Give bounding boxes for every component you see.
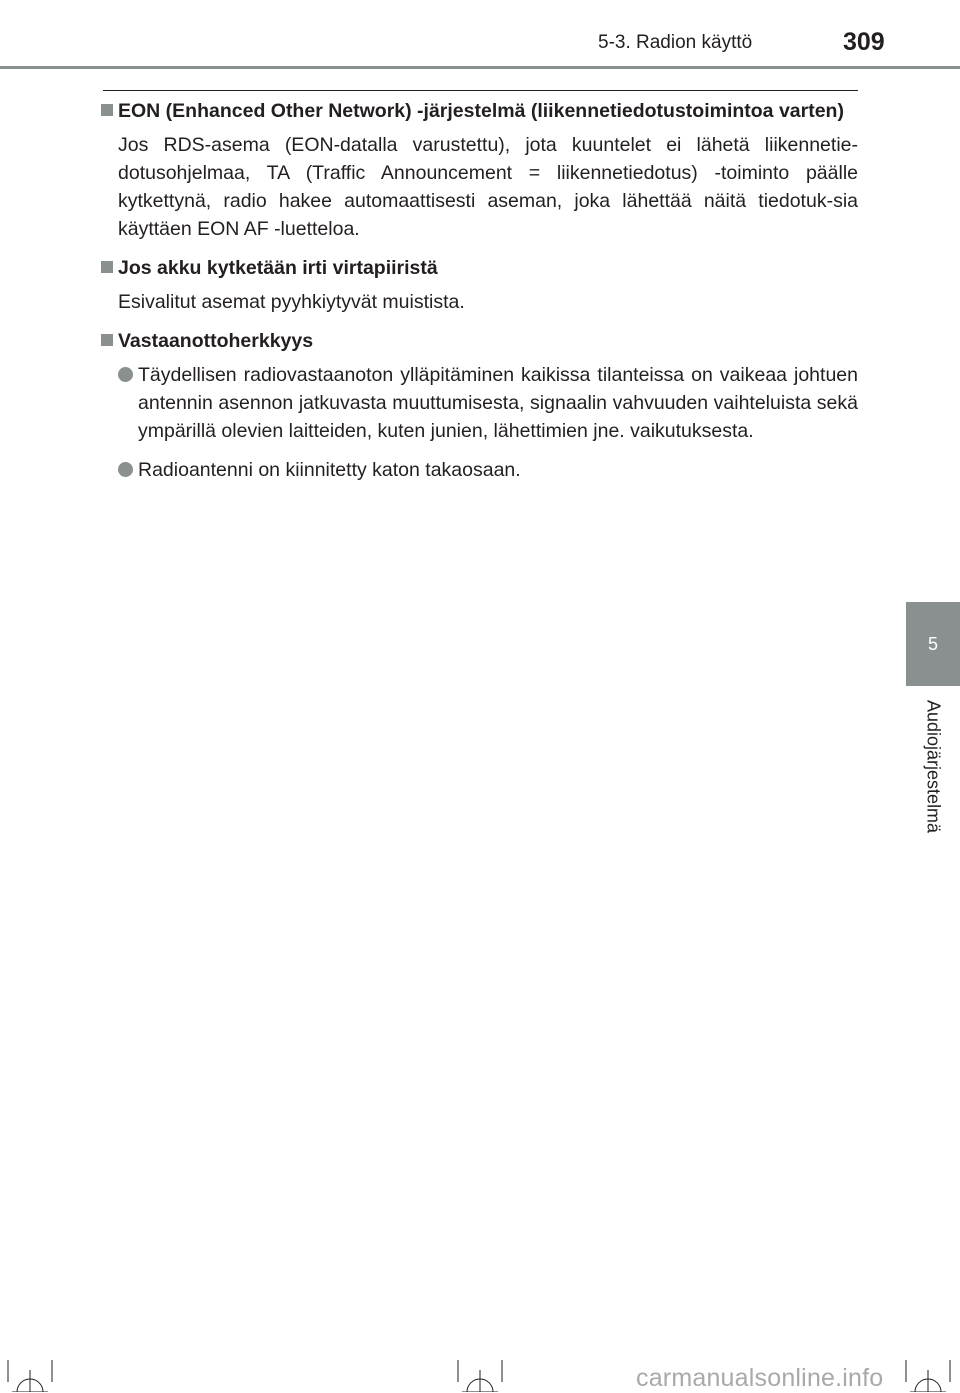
chapter-number: 5 xyxy=(927,633,938,654)
circle-bullet-icon xyxy=(118,462,133,477)
crop-mark-icon xyxy=(454,1360,506,1392)
section-heading-text: Jos akku kytketään irti virtapiiristä xyxy=(118,257,438,279)
page-content xyxy=(101,97,858,495)
page-number: 309 xyxy=(843,28,885,56)
section-text: Esivalitut asemat pyyhkiytyvät muistista. xyxy=(118,291,465,313)
watermark: carmanualsonline.info xyxy=(636,1364,884,1392)
square-bullet-icon xyxy=(101,261,113,273)
section-rule xyxy=(103,90,858,91)
header-rule xyxy=(0,66,960,69)
chapter-label: Audiojärjestelmä xyxy=(923,700,944,834)
section-eon xyxy=(101,97,858,243)
chapter-tab xyxy=(906,602,960,686)
bullet-item xyxy=(101,361,858,445)
section-heading xyxy=(101,254,858,282)
header-section-title: 5-3. Radion käyttö xyxy=(598,32,753,53)
bullet-text: Radioantenni on kiinnitetty katon takaosaan. xyxy=(138,459,521,481)
bullet-item xyxy=(101,456,858,484)
square-bullet-icon xyxy=(101,334,113,346)
section-battery xyxy=(101,254,858,316)
section-heading-text: Vastaanottoherkkyys xyxy=(118,330,314,352)
section-text: Jos RDS-asema (EON-datalla varustettu), jota kuuntelet ei lähetä liikennetie-dotusohjelmaa, TA (Traffic Announcement = liikennetiedotus) -toiminto päälle kytkettynä, radio hakee automaattisesti aseman, joka lähettää näitä tiedotuk-sia käyttäen EON AF -luetteloa. xyxy=(118,134,858,240)
section-heading-text: EON (Enhanced Other Network) -järjestelmä (liikennetiedotustoimintoa varten) xyxy=(118,100,844,122)
section-heading xyxy=(101,327,858,355)
circle-bullet-icon xyxy=(118,367,133,382)
section-reception xyxy=(101,327,858,484)
crop-mark-icon xyxy=(902,1360,954,1392)
bullet-text: Täydellisen radiovastaanoton ylläpitäminen kaikissa tilanteissa on vaikeaa johtuen antennin asennon jatkuvasta muuttumisesta, signaalin vahvuuden vaihteluista sekä ympärillä olevien laitteiden, kuten junien, lähettimien jne. vaikutuksesta. xyxy=(138,364,858,442)
square-bullet-icon xyxy=(101,104,113,116)
crop-mark-icon xyxy=(4,1360,56,1392)
section-heading xyxy=(101,97,858,125)
